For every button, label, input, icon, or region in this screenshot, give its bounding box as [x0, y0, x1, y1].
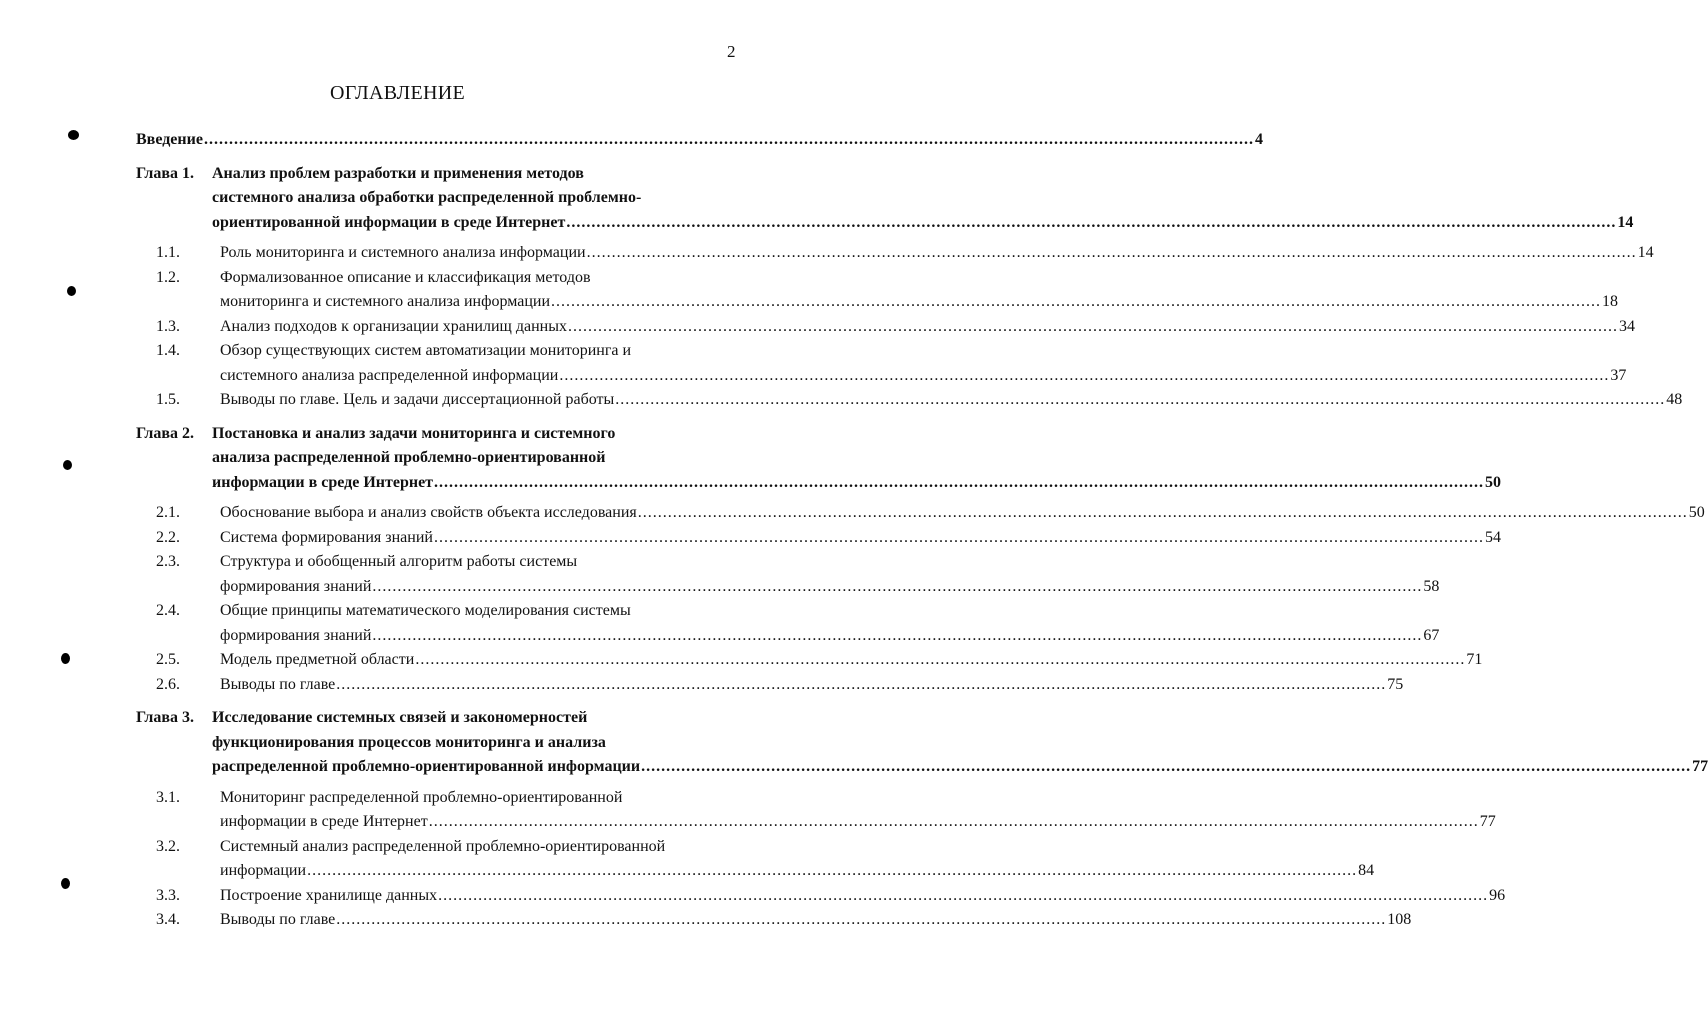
toc-entry-number: 3.3.: [156, 886, 180, 904]
toc-page-number: 14: [1637, 244, 1654, 261]
toc-entry-section[interactable]: [136, 315, 1635, 340]
toc-page-number: 48: [1666, 391, 1683, 408]
toc-entry-title: [220, 648, 1482, 673]
toc-page-number: 54: [1484, 528, 1501, 546]
toc-entry-text: Построение хранилище данных: [220, 886, 438, 904]
toc-entry-text: информации в среде Интернет: [212, 473, 434, 491]
toc-entry-line: [220, 241, 1654, 266]
toc-page-number: 77: [1692, 758, 1708, 775]
toc-page-number: 84: [1358, 862, 1375, 879]
dot-leader: [434, 526, 1484, 551]
toc-entry-text: Выводы по главе: [220, 911, 336, 928]
toc-entry-line: [220, 599, 1439, 624]
toc-page-number: 14: [1617, 213, 1634, 231]
toc-entry-text: Мониторинг распределенной проблемно-ориентированной: [220, 788, 623, 806]
toc-entry-line: [212, 446, 1501, 471]
toc-page-number: 18: [1602, 293, 1619, 310]
toc-entry-section[interactable]: [136, 599, 1440, 648]
toc-entry-section[interactable]: [136, 648, 1483, 673]
toc-entry-title: [220, 599, 1439, 648]
toc-entry-text: ориентированной информации в среде Интернет: [212, 213, 566, 231]
toc-entry-title: [220, 786, 1496, 835]
toc-entry-line: [212, 422, 1501, 447]
toc-entry-line: [220, 624, 1439, 649]
toc-page-number: 34: [1618, 317, 1635, 335]
toc-entry-section[interactable]: [136, 388, 1683, 413]
toc-entry-section[interactable]: [136, 266, 1619, 315]
toc-entry-text: Системный анализ распределенной проблемно-ориентированной: [220, 837, 666, 855]
toc-entry-line: [220, 501, 1705, 526]
dot-leader: [204, 128, 1254, 153]
toc-entry-section[interactable]: [136, 526, 1501, 551]
table-of-contents: [136, 128, 1708, 933]
toc-page-number: 75: [1387, 675, 1404, 693]
toc-entry-section[interactable]: [136, 241, 1654, 266]
toc-entry-number: 2.1.: [156, 504, 180, 521]
toc-entry-text: распределенной проблемно-ориентированной информации: [212, 758, 641, 775]
toc-entry-text: Роль мониторинга и системного анализа информации: [220, 244, 586, 261]
toc-entry-title: [220, 266, 1618, 315]
toc-entry-text: Введение: [136, 131, 203, 148]
toc-page-number: 58: [1423, 577, 1440, 595]
dot-leader: [336, 908, 1386, 933]
toc-page-number: 67: [1423, 626, 1440, 644]
toc-entry-section[interactable]: [136, 673, 1404, 698]
toc-entry-text: формирования знаний: [220, 626, 372, 644]
toc-entry-title: [220, 550, 1439, 599]
toc-entry-text: анализа распределенной проблемно-ориентированной: [212, 449, 606, 466]
dot-leader: [638, 501, 1688, 526]
toc-entry-title: [212, 422, 1501, 496]
toc-entry-number: 3.4.: [156, 911, 180, 928]
toc-entry-section[interactable]: [136, 550, 1440, 599]
toc-entry-number: Глава 3.: [136, 709, 194, 726]
dot-leader: [587, 241, 1637, 266]
toc-entry-title: [220, 315, 1635, 340]
toc-page-number: 50: [1688, 504, 1705, 521]
toc-entry-line: [220, 526, 1501, 551]
dot-leader: [568, 315, 1618, 340]
toc-entry-number: 1.4.: [156, 342, 180, 359]
toc-entry-line: [220, 884, 1505, 909]
toc-entry-section[interactable]: [136, 339, 1627, 388]
toc-entry-section[interactable]: [136, 908, 1412, 933]
toc-entry-line: [220, 575, 1439, 600]
toc-entry-line: [220, 908, 1411, 933]
scan-speck: [67, 286, 76, 296]
toc-entry-number: 3.1.: [156, 788, 180, 806]
toc-entry-title: [220, 388, 1682, 413]
toc-entry-number: 3.2.: [156, 837, 180, 855]
toc-entry-title: [220, 884, 1505, 909]
toc-entry-line: [220, 550, 1439, 575]
toc-entry-line: [212, 471, 1501, 496]
toc-entry-text: Формализованное описание и классификация методов: [220, 268, 591, 286]
toc-entry-title: [220, 501, 1705, 526]
toc-entry-intro[interactable]: [136, 128, 1263, 153]
toc-entry-text: Модель предметной области: [220, 651, 415, 668]
dot-leader: [415, 648, 1465, 673]
toc-entry-text: Анализ проблем разработки и применения методов: [212, 164, 584, 182]
dot-leader: [438, 884, 1488, 909]
toc-page-number: 71: [1466, 651, 1483, 668]
toc-page-number: 77: [1479, 813, 1496, 830]
toc-entry-text: Исследование системных связей и закономерностей: [212, 709, 588, 726]
page-number: 2: [727, 42, 736, 61]
toc-entry-number: Глава 1.: [136, 164, 194, 182]
toc-entry-line: [212, 706, 1708, 731]
toc-entry-number: 1.1.: [156, 244, 180, 261]
dot-leader: [641, 755, 1691, 780]
toc-entry-number: 2.2.: [156, 528, 180, 546]
toc-entry-number: 2.4.: [156, 602, 180, 619]
toc-entry-text: формирования знаний: [220, 577, 372, 595]
toc-entry-text: Обоснование выбора и анализ свойств объекта исследования: [220, 504, 637, 521]
toc-entry-number: 2.6.: [156, 675, 180, 693]
toc-entry-text: информации в среде Интернет: [220, 813, 428, 830]
toc-entry-line: [220, 290, 1618, 315]
toc-entry-line: [220, 648, 1482, 673]
toc-entry-text: Анализ подходов к организации хранилищ данных: [220, 317, 567, 335]
page-title: ОГЛАВЛЕНИЕ: [330, 82, 465, 104]
toc-entry-line: [220, 339, 1626, 364]
toc-entry-text: мониторинга и системного анализа информации: [220, 293, 551, 310]
toc-page-number: 96: [1489, 886, 1506, 904]
toc-entry-section[interactable]: [136, 884, 1506, 909]
dot-leader: [434, 471, 1484, 496]
toc-entry-chapter[interactable]: [136, 422, 1502, 496]
dot-leader: [551, 290, 1601, 315]
dot-leader: [372, 624, 1422, 649]
dot-leader: [615, 388, 1665, 413]
dot-leader: [566, 211, 1616, 236]
toc-entry-text: Структура и обобщенный алгоритм работы системы: [220, 553, 578, 570]
toc-entry-line: [212, 731, 1708, 756]
toc-entry-line: [220, 786, 1496, 811]
toc-entry-section[interactable]: [136, 835, 1375, 884]
toc-entry-text: функционирования процессов мониторинга и анализа: [212, 733, 606, 751]
toc-entry-line: [212, 162, 1633, 187]
toc-entry-line: [212, 186, 1633, 211]
dot-leader: [372, 575, 1422, 600]
toc-entry-title: [220, 339, 1626, 388]
toc-entry-number: 2.3.: [156, 553, 180, 570]
scan-speck: [61, 878, 70, 889]
toc-entry-text: Общие принципы математического моделирования системы: [220, 602, 631, 619]
toc-entry-line: [220, 388, 1682, 413]
scan-speck: [63, 460, 72, 470]
toc-entry-line: [220, 315, 1635, 340]
toc-entry-text: системного анализа обработки распределенной проблемно-: [212, 189, 642, 206]
toc-entry-title: [220, 835, 1374, 884]
toc-entry-text: Система формирования знаний: [220, 528, 433, 546]
toc-entry-number: 2.5.: [156, 651, 180, 668]
toc-page-number: 4: [1254, 131, 1263, 148]
dot-leader: [429, 810, 1479, 835]
dot-leader: [336, 673, 1386, 698]
toc-entry-line: [220, 266, 1618, 291]
toc-entry-title: [220, 908, 1411, 933]
toc-page-number: 108: [1387, 911, 1412, 928]
toc-entry-title: [220, 526, 1501, 551]
toc-entry-number: 1.5.: [156, 391, 180, 408]
toc-entry-chapter[interactable]: [136, 162, 1634, 236]
toc-entry-title: [212, 162, 1633, 236]
toc-page-number: 37: [1610, 366, 1627, 384]
toc-entry-section[interactable]: [136, 786, 1496, 835]
dot-leader: [559, 364, 1609, 389]
toc-entry-line: [220, 835, 1374, 860]
toc-entry-number: 1.3.: [156, 317, 180, 335]
toc-entry-line: [212, 755, 1708, 780]
toc-entry-text: Выводы по главе. Цель и задачи диссертационной работы: [220, 391, 615, 408]
toc-page-number: 50: [1485, 473, 1502, 491]
toc-entry-number: 1.2.: [156, 268, 180, 286]
scan-speck: [61, 653, 70, 664]
toc-entry-section[interactable]: [136, 501, 1705, 526]
toc-entry-chapter[interactable]: [136, 706, 1708, 780]
toc-entry-title: [212, 706, 1708, 780]
toc-entry-line: [220, 859, 1374, 884]
toc-entry-text: Выводы по главе: [220, 675, 336, 693]
toc-entry-line: [220, 810, 1496, 835]
toc-entry-title: [220, 673, 1403, 698]
toc-entry-line: [212, 211, 1633, 236]
toc-entry-text: Обзор существующих систем автоматизации мониторинга и: [220, 342, 632, 359]
toc-entry-number: Глава 2.: [136, 424, 194, 442]
toc-entry-text: Постановка и анализ задачи мониторинга и системного: [212, 424, 616, 442]
toc-entry-line: [220, 673, 1403, 698]
toc-entry-text: системного анализа распределенной информации: [220, 366, 559, 384]
toc-entry-title: [220, 241, 1654, 266]
toc-entry-text: информации: [220, 862, 307, 879]
scan-speck: [68, 130, 79, 140]
toc-entry-line: [220, 364, 1626, 389]
dot-leader: [307, 859, 1357, 884]
